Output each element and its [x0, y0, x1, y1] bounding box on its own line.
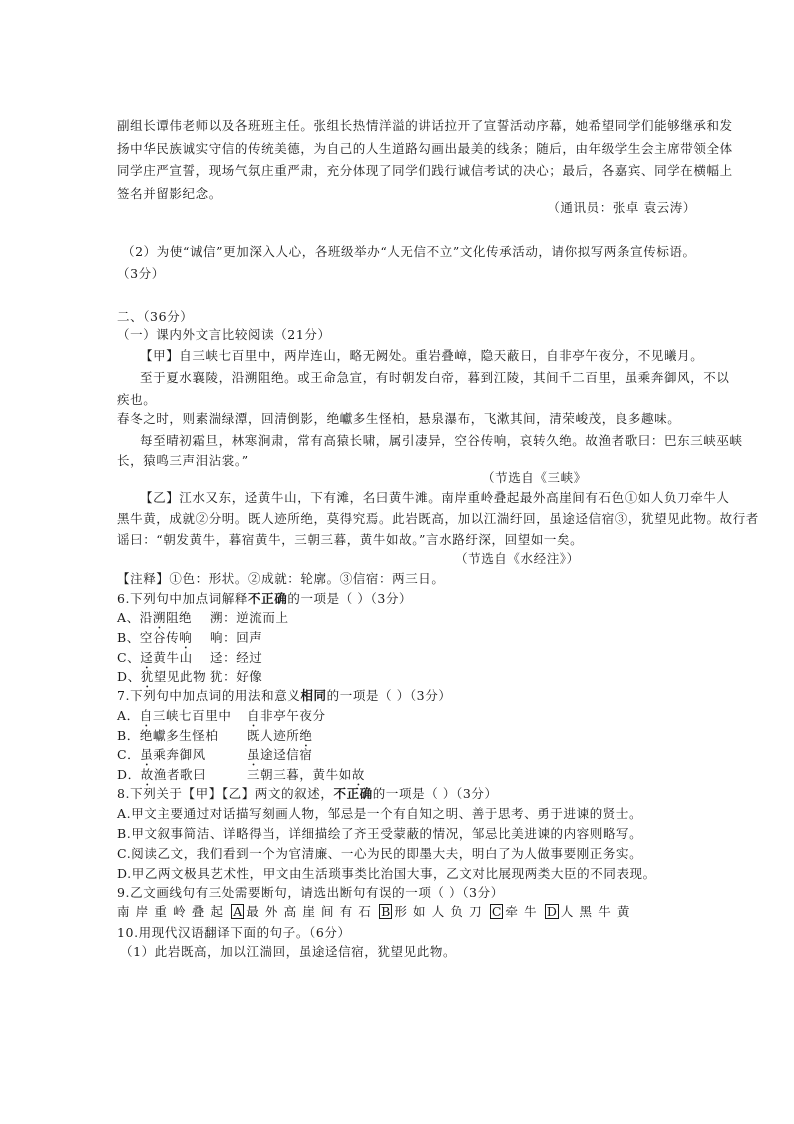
q6-option-d: D、犹望见此物 犹：好像 [117, 669, 263, 684]
q9-box-d: D [546, 904, 557, 919]
q2-line-2: （3分） [117, 266, 165, 281]
q7-option-b: B．绝巘多生怪柏 既人迹所绝 [117, 728, 313, 743]
q7-stem: 7.下列句中加点词的用法和意义相同的一项是（ ）（3分） [117, 688, 452, 703]
section2-subheading: （一）课内外文言比较阅读（21分） [117, 327, 331, 342]
q7-option-d: D．故渔者歌曰 三朝三暮，黄牛如故 [117, 767, 365, 782]
yi-line-1: 【乙】江水又东，迳黄牛山，下有滩，名曰黄牛滩。南岸重岭叠起最外高崖间有石色①如人负刀牵牛人 [140, 490, 730, 505]
yi-source: （节选自《水经注》） [455, 551, 580, 566]
reporter-credit: （通讯员：张卓 袁云涛） [547, 200, 696, 215]
jia-para-2-line-2: 疾也。 [117, 392, 157, 407]
report-line-3: 同学庄严宣誓，现场气氛庄重严肃，充分体现了同学们践行诚信考试的决心；最后，各嘉宾、同学在横幅上 [117, 163, 733, 178]
q9-stem: 9.乙文画线句有三处需要断句，请选出断句有误的一项（ ）（3分） [117, 885, 504, 900]
q7-option-a: A．自三峡七百里中 自非亭午夜分 [117, 708, 326, 723]
q8-option-a: A.甲文主要通过对话描写刻画人物，邹忌是一个有自知之明、善于思考、勇于进谏的贤士。 [117, 806, 643, 821]
jia-para-2-line-1: 至于夏水襄陵，沿溯阻绝。或王命急宣，有时朝发白帝，暮到江陵，其间千二百里，虽乘奔御风，不以 [140, 370, 730, 385]
yi-line-2: 黑牛黄，成就②分明。既人迹所绝，莫得究焉。此岩既高，加以江湍纡回，虽途迳信宿③，犹望见此物。故行者 [117, 511, 759, 526]
q7-option-c: C．虽乘奔御风 虽途迳信宿 [117, 747, 313, 762]
jia-para-1: 【甲】自三峡七百里中，两岸连山，略无阙处。重岩叠嶂，隐天蔽日，自非亭午夜分，不见曦月。 [140, 348, 704, 363]
jia-para-3: 春冬之时，则素湍绿潭，回清倒影，绝巘多生怪柏，悬泉瀑布，飞漱其间，清荣峻茂，良多趣味。 [117, 411, 681, 426]
q6-option-b: B、空谷传响 响：回声 [117, 630, 263, 645]
section2-heading: 二、（36分） [117, 309, 194, 324]
report-line-4: 签名并留影纪念。 [117, 186, 222, 201]
q9-sentence: 南岸重岭叠起 A 最外高崖间有石 B 形如人负刀 C 牵牛 D 人黑牛黄 [117, 904, 636, 919]
q8-stem: 8.下列关于【甲】【乙】两文的叙述，不正确的一项是（ ）（3分） [117, 786, 498, 801]
jia-para-4-line-1: 每至晴初霜旦，林寒涧肃，常有高猿长啸，属引凄异，空谷传响，哀转久绝。故渔者歌曰：巴东三峡巫峡 [140, 433, 743, 448]
q8-option-c: C.阅读乙文，我们看到一个为官清廉、一心为民的即墨大夫，明白了为人做事要刚正务实。 [117, 846, 643, 861]
q8-option-b: B.甲文叙事简洁、详略得当，详细描绘了齐王受蒙蔽的情况，邹忌比美进谏的内容则略写。 [117, 826, 643, 841]
q10-item-1: （1）此岩既高，加以江湍回，虽途迳信宿，犹望见此物。 [120, 944, 457, 959]
yi-line-3: 谣曰：“朝发黄牛，暮宿黄牛，三朝三暮，黄牛如故。”言水路纡深，回望如一矣。 [117, 532, 584, 547]
report-line-1: 副组长谭伟老师以及各班班主任。张组长热情洋溢的讲话拉开了宣誓活动序幕，她希望同学们能够继承和发 [117, 118, 733, 133]
q9-box-c: C [491, 904, 502, 919]
q6-option-c: C、迳黄牛山 迳：经过 [117, 650, 263, 665]
report-line-2: 扬中华民族诚实守信的传统美德，为自己的人生道路勾画出最美的线条；随后，由年级学生会主席带领全体 [117, 141, 733, 156]
q6-stem: 6.下列句中加点词解释不正确的一项是（ ）（3分） [117, 591, 413, 606]
jia-para-4-line-2: 长，猿鸣三声泪沾裳。” [117, 453, 249, 468]
q9-box-b: B [381, 904, 391, 919]
q6-option-a: A、沿溯阻绝 溯：逆流而上 [117, 610, 289, 625]
q9-box-a: A [233, 904, 243, 919]
q8-option-d: D.甲乙两文极具艺术性，甲文由生活琐事类比治国大事，乙文对比展现两类大臣的不同表现。 [117, 866, 656, 881]
jia-source: （节选自《三峡》 [482, 470, 587, 485]
q2-line-1: （2）为使“诚信”更加深入人心，各班级举办“人无信不立”文化传承活动，请你拟写两条宣传标语。 [122, 244, 696, 259]
q10-stem: 10.用现代汉语翻译下面的句子。（6分） [117, 925, 351, 940]
annotation-notes: 【注释】①色：形状。②成就：轮廓。③信宿：两三日。 [117, 571, 445, 586]
